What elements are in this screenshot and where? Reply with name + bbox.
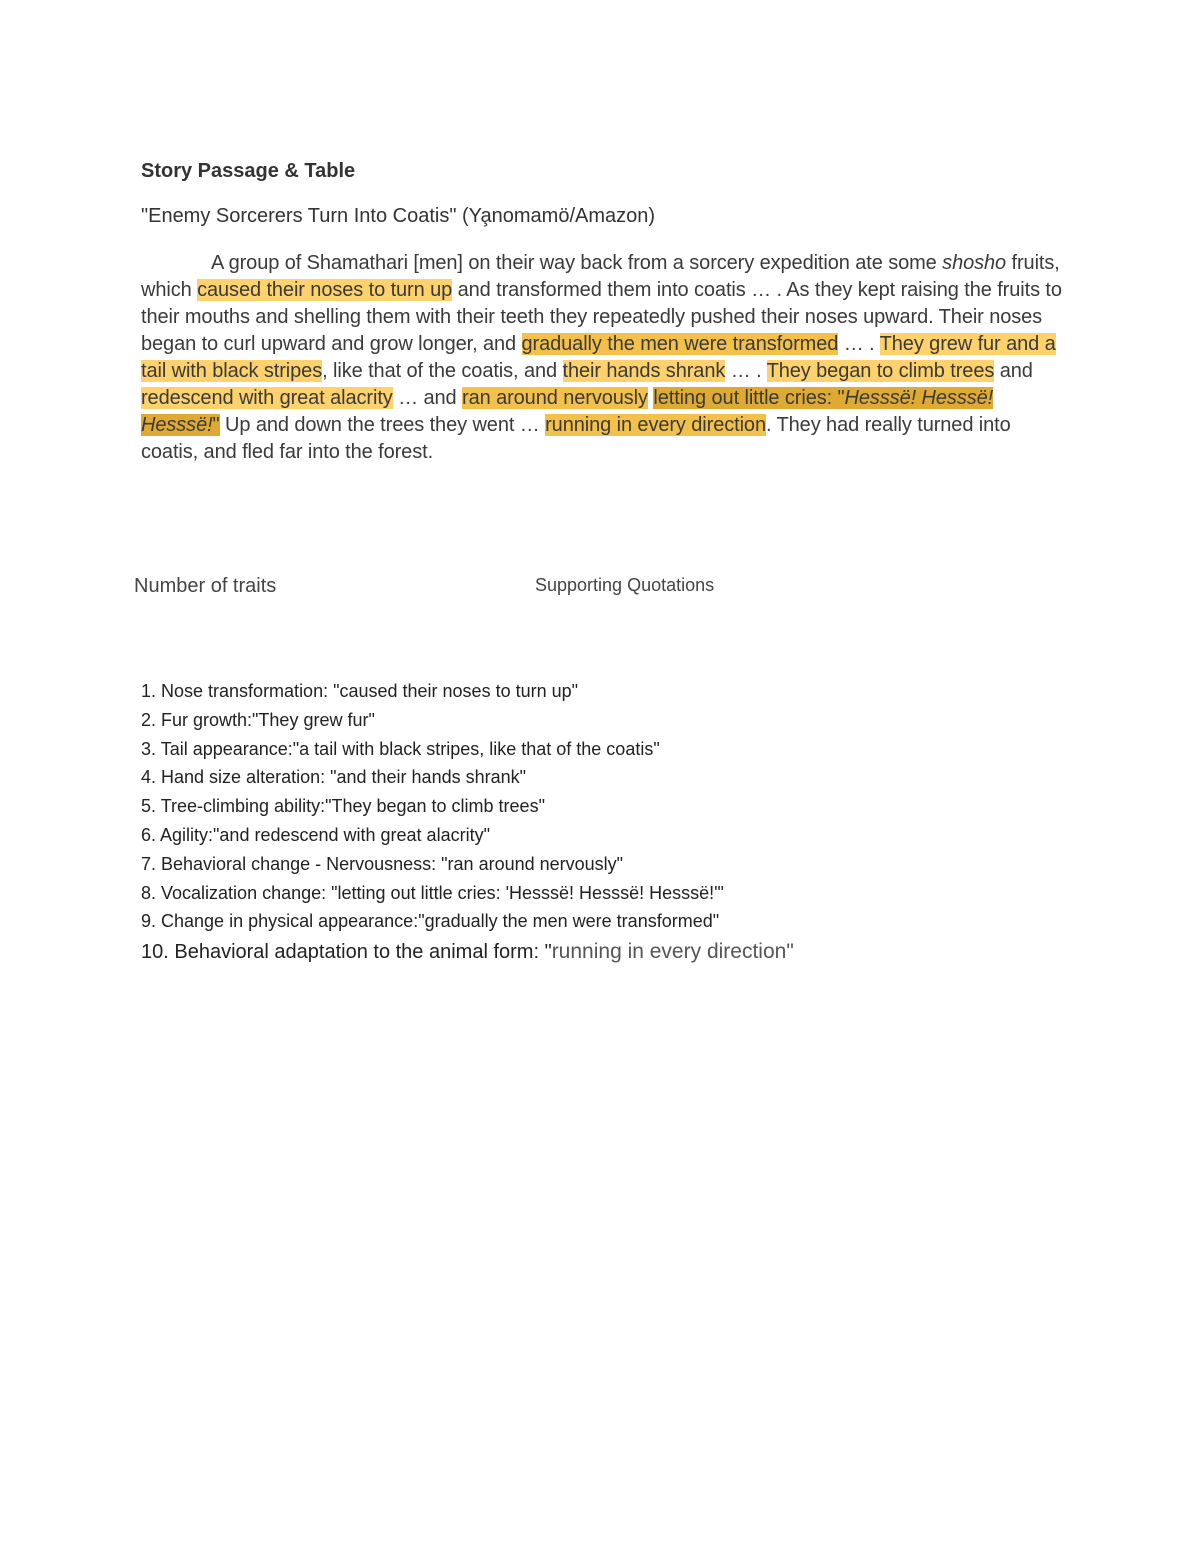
- list-item: 4. Hand size alteration: "and their hands shrank": [141, 767, 527, 788]
- passage-text: fruits, which: [141, 252, 1060, 301]
- list-item: 9. Change in physical appearance:"gradually the men were transformed": [141, 911, 720, 932]
- highlight-cries-text: letting out little cries: ": [653, 387, 845, 409]
- highlight-fur-tail: They grew fur and a tail with black stripes: [141, 333, 1056, 382]
- passage-italic: shosho: [942, 252, 1007, 274]
- list-item: [141, 940, 794, 969]
- list-item-quote: running in every direction": [551, 940, 794, 964]
- highlight-alacrity: redescend with great alacrity: [141, 387, 393, 409]
- highlight-cries-quote: ": [212, 414, 220, 436]
- highlight-nose: caused their noses to turn up: [197, 279, 453, 301]
- list-item: 5. Tree-climbing ability:"They began to climb trees": [141, 796, 545, 817]
- highlight-hands: their hands shrank: [562, 360, 726, 382]
- document-heading: Story Passage & Table: [141, 160, 356, 182]
- highlight-transformed: gradually the men were transformed: [521, 333, 839, 355]
- passage-text: and transformed them into coatis … . As they kept raising the fruits to their mouths and shelling them with their teeth they repeatedly pushed their noses upward. Their noses began to curl upward and grow longer, and: [141, 279, 1062, 355]
- passage-text: … .: [725, 360, 767, 382]
- highlight-nervous: ran around nervously: [462, 387, 648, 409]
- list-item: 6. Agility:"and redescend with great alacrity": [141, 824, 490, 845]
- passage-text: … and: [392, 387, 463, 409]
- list-item: 3. Tail appearance:"a tail with black stripes, like that of the coatis": [141, 738, 660, 759]
- highlight-climb: They began to climb trees: [766, 360, 995, 382]
- passage-text: and: [994, 360, 1033, 382]
- list-item: 1. Nose transformation: "caused their noses to turn up": [141, 681, 579, 701]
- passage-text: Up and down the trees they went …: [219, 414, 546, 436]
- passage-text: A group of Shamathari [men] on their way back from a sorcery expedition ate some: [211, 252, 943, 274]
- column-header-traits: Number of traits: [134, 575, 277, 597]
- passage-text: … .: [838, 333, 880, 355]
- passage-text: . They had really turned into coatis, and fled far into the forest.: [141, 414, 1011, 463]
- story-passage: [141, 250, 1071, 466]
- traits-list: [141, 679, 794, 969]
- passage-text: , like that of the coatis, and: [322, 360, 563, 382]
- highlight-running: running in every direction: [545, 414, 766, 436]
- highlight-cries-italic: Hesssë! Hesssë! Hesssë!: [141, 387, 994, 436]
- list-item: 7. Behavioral change - Nervousness: "ran around nervously": [141, 853, 624, 874]
- list-item: 8. Vocalization change: "letting out little cries: 'Hesssë! Hesssë! Hesssë!'": [141, 882, 724, 903]
- story-title: "Enemy Sorcerers Turn Into Coatis" (Ya̧nomamö/Amazon): [141, 205, 656, 227]
- list-item: 2. Fur growth:"They grew fur": [141, 709, 375, 730]
- list-item-text: 10. Behavioral adaptation to the animal form: ": [141, 941, 552, 964]
- column-header-quotes: Supporting Quotations: [535, 575, 715, 595]
